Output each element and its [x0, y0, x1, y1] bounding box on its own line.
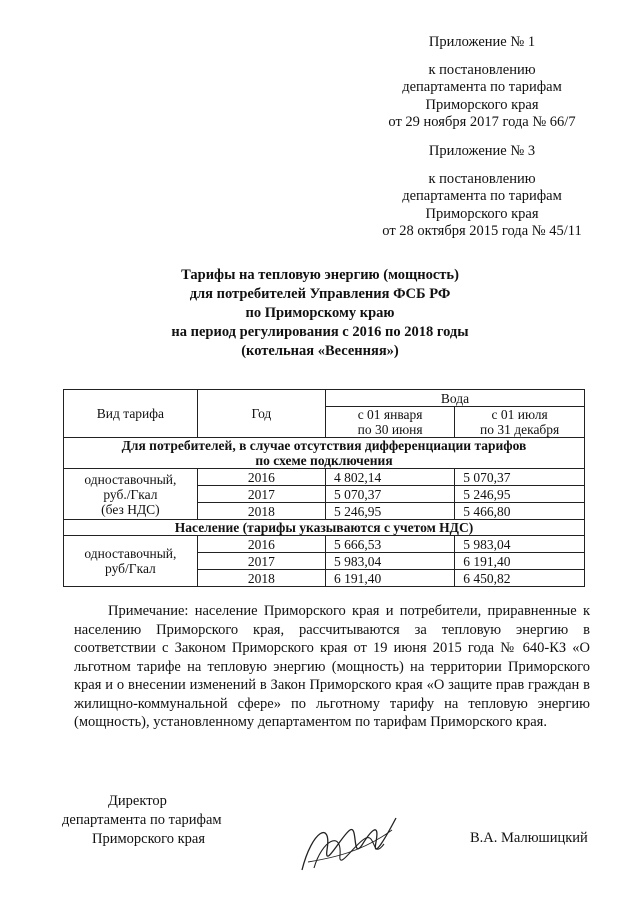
title-line: для потребителей Управления ФСБ РФ	[189, 286, 451, 302]
value-cell: 5 466,80	[455, 503, 585, 520]
appendix-3-line: от 28 октября 2015 года № 45/11	[382, 223, 582, 239]
title-line: Тарифы на тепловую энергию (мощность)	[181, 267, 459, 283]
section-row	[64, 438, 585, 469]
section-consumers-line: Для потребителей, в случае отсутствия дифференциации тарифов	[121, 438, 527, 453]
section-consumers-line: по схеме подключения	[255, 453, 393, 468]
year-cell: 2017	[197, 553, 325, 570]
group-2-tariff-type	[64, 536, 198, 587]
group-1-tariff-type	[64, 469, 198, 520]
title-line: на период регулирования с 2016 по 2018 годы	[171, 324, 469, 340]
group-1-type-line: (без НДС)	[101, 501, 160, 517]
section-population: Население (тарифы указываются с учетом НДС)	[64, 520, 585, 536]
signatory-position: Директор	[108, 793, 167, 809]
header-period-2-from: с 01 июля	[491, 407, 548, 422]
value-cell: 6 191,40	[455, 553, 585, 570]
group-1-type-line: одноставочный,	[84, 471, 177, 487]
header-period-2-to: по 31 декабря	[480, 422, 560, 437]
appendix-1-line: департамента по тарифам	[402, 79, 562, 95]
header-period-1-from: с 01 января	[357, 407, 423, 422]
year-cell: 2018	[197, 570, 325, 587]
appendix-3-line: к постановлению	[428, 170, 536, 187]
appendix-1-number: Приложение № 1	[428, 34, 536, 50]
title-line: по Приморскому краю	[245, 305, 395, 321]
signatory-department: департамента по тарифам	[62, 812, 222, 828]
year-cell: 2016	[197, 536, 325, 553]
table-row	[64, 469, 585, 486]
table-header-row	[64, 390, 585, 407]
signatory-name: В.А. Малюшицкий	[470, 830, 588, 846]
table-row	[64, 536, 585, 553]
appendix-3-line: департамента по тарифам	[402, 188, 562, 204]
value-cell: 5 070,37	[455, 469, 585, 486]
value-cell: 6 191,40	[325, 570, 454, 587]
value-cell: 5 983,04	[325, 553, 454, 570]
section-consumers	[64, 438, 585, 469]
appendix-1-line: Приморского края	[425, 96, 539, 113]
value-cell: 6 450,82	[455, 570, 585, 587]
signatory-title	[62, 792, 222, 849]
value-cell: 5 070,37	[325, 486, 454, 503]
value-cell: 5 246,95	[325, 503, 454, 520]
year-cell: 2016	[197, 469, 325, 486]
value-cell: 5 666,53	[325, 536, 454, 553]
header-water: Вода	[325, 390, 584, 407]
appendix-3-line: Приморского края	[425, 205, 539, 222]
tariff-table	[63, 389, 585, 587]
appendix-1-header	[372, 34, 592, 132]
title-line: (котельная «Весенняя»)	[241, 343, 399, 359]
value-cell: 5 246,95	[455, 486, 585, 503]
group-2-type-line: руб/Гкал	[105, 561, 156, 576]
document-title	[0, 266, 640, 361]
year-cell: 2017	[197, 486, 325, 503]
appendix-3-number: Приложение № 3	[428, 143, 536, 159]
value-cell: 5 983,04	[455, 536, 585, 553]
header-period-1-to: по 30 июня	[357, 422, 423, 437]
section-row	[64, 520, 585, 536]
note-paragraph: Примечание: население Приморского края и потребители, приравненные к населению Приморского края, рассчитываются за тепловую энергию в соответствии с Законом Приморского края от 19 июня 2015 года № 640-КЗ «О льготном тарифе на тепловую энергию (мощность) на территории Приморского края и о внесении изменений в Закон Приморского края «О защите прав граждан в жилищно-коммунальной сфере» по льготному тарифу на тепловую энергию (мощность), установленному департаментом по тарифам Приморского края.	[74, 603, 590, 730]
year-cell: 2018	[197, 503, 325, 520]
header-period-1	[325, 407, 454, 438]
handwritten-signature	[292, 800, 402, 880]
group-2-type-line: одноставочный,	[84, 546, 177, 561]
appendix-1-line: к постановлению	[428, 61, 536, 78]
signatory-region: Приморского края	[92, 831, 206, 847]
header-period-2	[455, 407, 585, 438]
appendix-1-line: от 29 ноября 2017 года № 66/7	[388, 114, 576, 130]
value-cell: 4 802,14	[325, 469, 454, 486]
header-year: Год	[197, 390, 325, 438]
header-tariff-type: Вид тарифа	[64, 390, 198, 438]
appendix-3-header	[372, 143, 592, 241]
group-1-type-line: руб./Гкал	[103, 486, 158, 502]
